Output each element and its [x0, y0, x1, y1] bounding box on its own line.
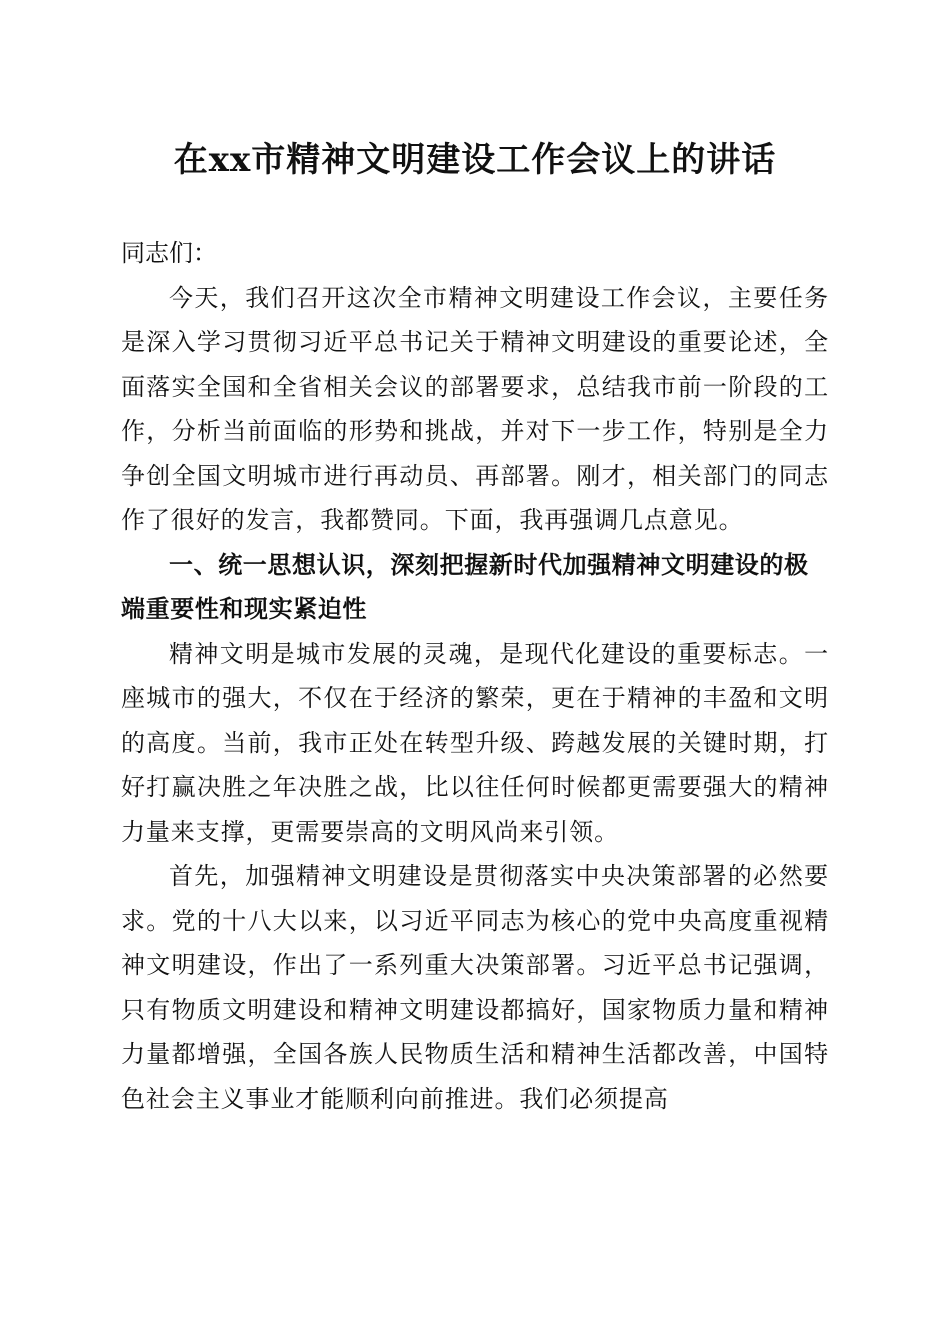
section-heading-1: 一、统一思想认识，深刻把握新时代加强精神文明建设的极端重要性和现实紧迫性: [121, 550, 809, 623]
section1-paragraph-1: 精神文明是城市发展的灵魂，是现代化建设的重要标志。一座城市的强大，不仅在于经济的繁荣，更在于精神的丰盈和文明的高度。当前，我市正处在转型升级、跨越发展的关键时期，打好打赢决胜之年决胜之战，比以往任何时候都更需要强大的精神力量来支撑，更需要崇高的文明风尚来引领。: [121, 639, 829, 846]
section1-paragraph-2: 首先，加强精神文明建设是贯彻落实中央决策部署的必然要求。党的十八大以来，以习近平同志为核心的党中央高度重视精神文明建设，作出了一系列重大决策部署。习近平总书记强调，只有物质文明建设和精神文明建设都搞好，国家物质力量和精神力量都增强，全国各族人民物质生活和精神生活都改善，中国特色社会主义事业才能顺利向前推进。我们必须提高: [121, 862, 829, 1113]
document-title: 在xx市精神文明建设工作会议上的讲话: [173, 140, 777, 180]
intro-paragraph: 今天，我们召开这次全市精神文明建设工作会议，主要任务是深入学习贯彻习近平总书记关于精神文明建设的重要论述，全面落实全国和全省相关会议的部署要求，总结我市前一阶段的工作，分析当前面临的形势和挑战，并对下一步工作，特别是全力争创全国文明城市进行再动员、再部署。刚才，相关部门的同志作了很好的发言，我都赞同。下面，我再强调几点意见。: [121, 283, 829, 534]
salutation: 同志们：: [121, 239, 217, 267]
document-body: [121, 231, 829, 1121]
